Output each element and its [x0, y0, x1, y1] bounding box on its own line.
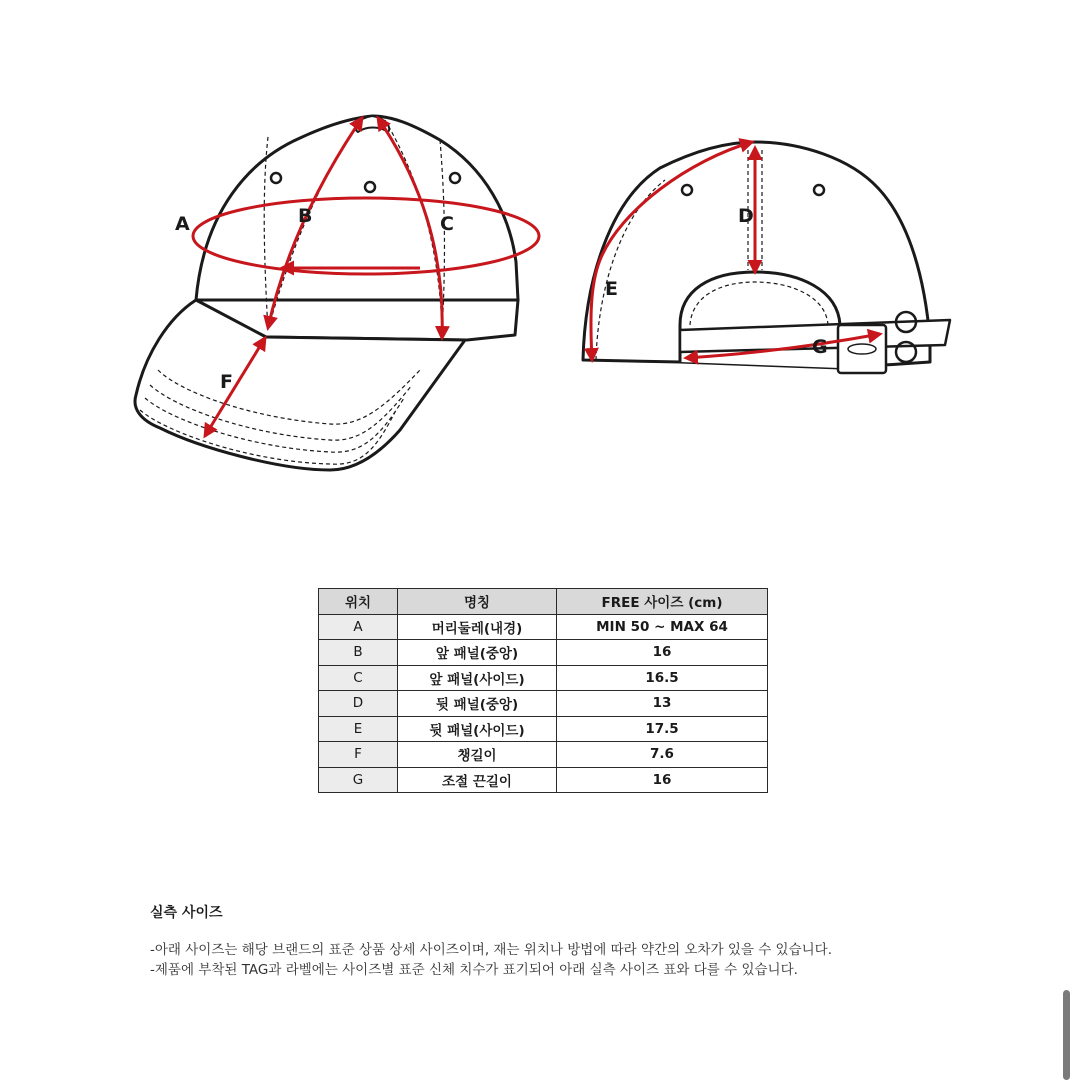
label-e: E	[605, 278, 618, 300]
header-name: 명칭	[398, 589, 557, 615]
row-name: 앞 패널(사이드)	[398, 665, 557, 691]
header-position: 위치	[319, 589, 398, 615]
table-row	[319, 742, 768, 768]
row-size: 7.6	[557, 742, 768, 768]
row-name: 뒷 패널(중앙)	[398, 691, 557, 717]
table-row	[319, 640, 768, 666]
header-size: FREE 사이즈 (cm)	[557, 589, 768, 615]
row-name: 조절 끈길이	[398, 767, 557, 793]
table-row	[319, 691, 768, 717]
row-position: G	[319, 767, 398, 793]
row-name: 앞 패널(중앙)	[398, 640, 557, 666]
label-b: B	[298, 205, 313, 227]
label-c: C	[440, 213, 454, 235]
front-cap-illustration	[135, 116, 518, 470]
row-size: 17.5	[557, 716, 768, 742]
row-size: 16.5	[557, 665, 768, 691]
cap-measurement-diagram	[0, 0, 1080, 520]
label-a: A	[175, 213, 190, 235]
row-size: 16	[557, 640, 768, 666]
table-row	[319, 665, 768, 691]
row-position: A	[319, 614, 398, 640]
row-position: D	[319, 691, 398, 717]
row-position: B	[319, 640, 398, 666]
row-size: 16	[557, 767, 768, 793]
back-cap-illustration	[583, 142, 950, 373]
row-size: 13	[557, 691, 768, 717]
table-row	[319, 716, 768, 742]
row-name: 뒷 패널(사이드)	[398, 716, 557, 742]
table-row	[319, 614, 768, 640]
row-position: C	[319, 665, 398, 691]
note-line: -제품에 부착된 TAG과 라벨에는 사이즈별 표준 신체 치수가 표기되어 아래 실측 사이즈 표와 다를 수 있습니다.	[150, 962, 798, 978]
note-line: -아래 사이즈는 해당 브랜드의 표준 상품 상세 사이즈이며, 재는 위치나 방법에 따라 약간의 오차가 있을 수 있습니다.	[150, 942, 832, 958]
row-position: F	[319, 742, 398, 768]
table-row	[319, 767, 768, 793]
size-table-header	[319, 589, 768, 615]
notes-title: 실측 사이즈	[150, 905, 223, 921]
row-position: E	[319, 716, 398, 742]
scrollbar[interactable]	[1063, 990, 1070, 1080]
label-g: G	[812, 336, 828, 358]
label-f: F	[220, 371, 233, 393]
row-name: 머리둘레(내경)	[398, 614, 557, 640]
row-name: 챙길이	[398, 742, 557, 768]
row-size: MIN 50 ~ MAX 64	[557, 614, 768, 640]
measurement-notes	[150, 902, 832, 980]
size-table	[318, 588, 768, 793]
label-d: D	[738, 205, 754, 227]
